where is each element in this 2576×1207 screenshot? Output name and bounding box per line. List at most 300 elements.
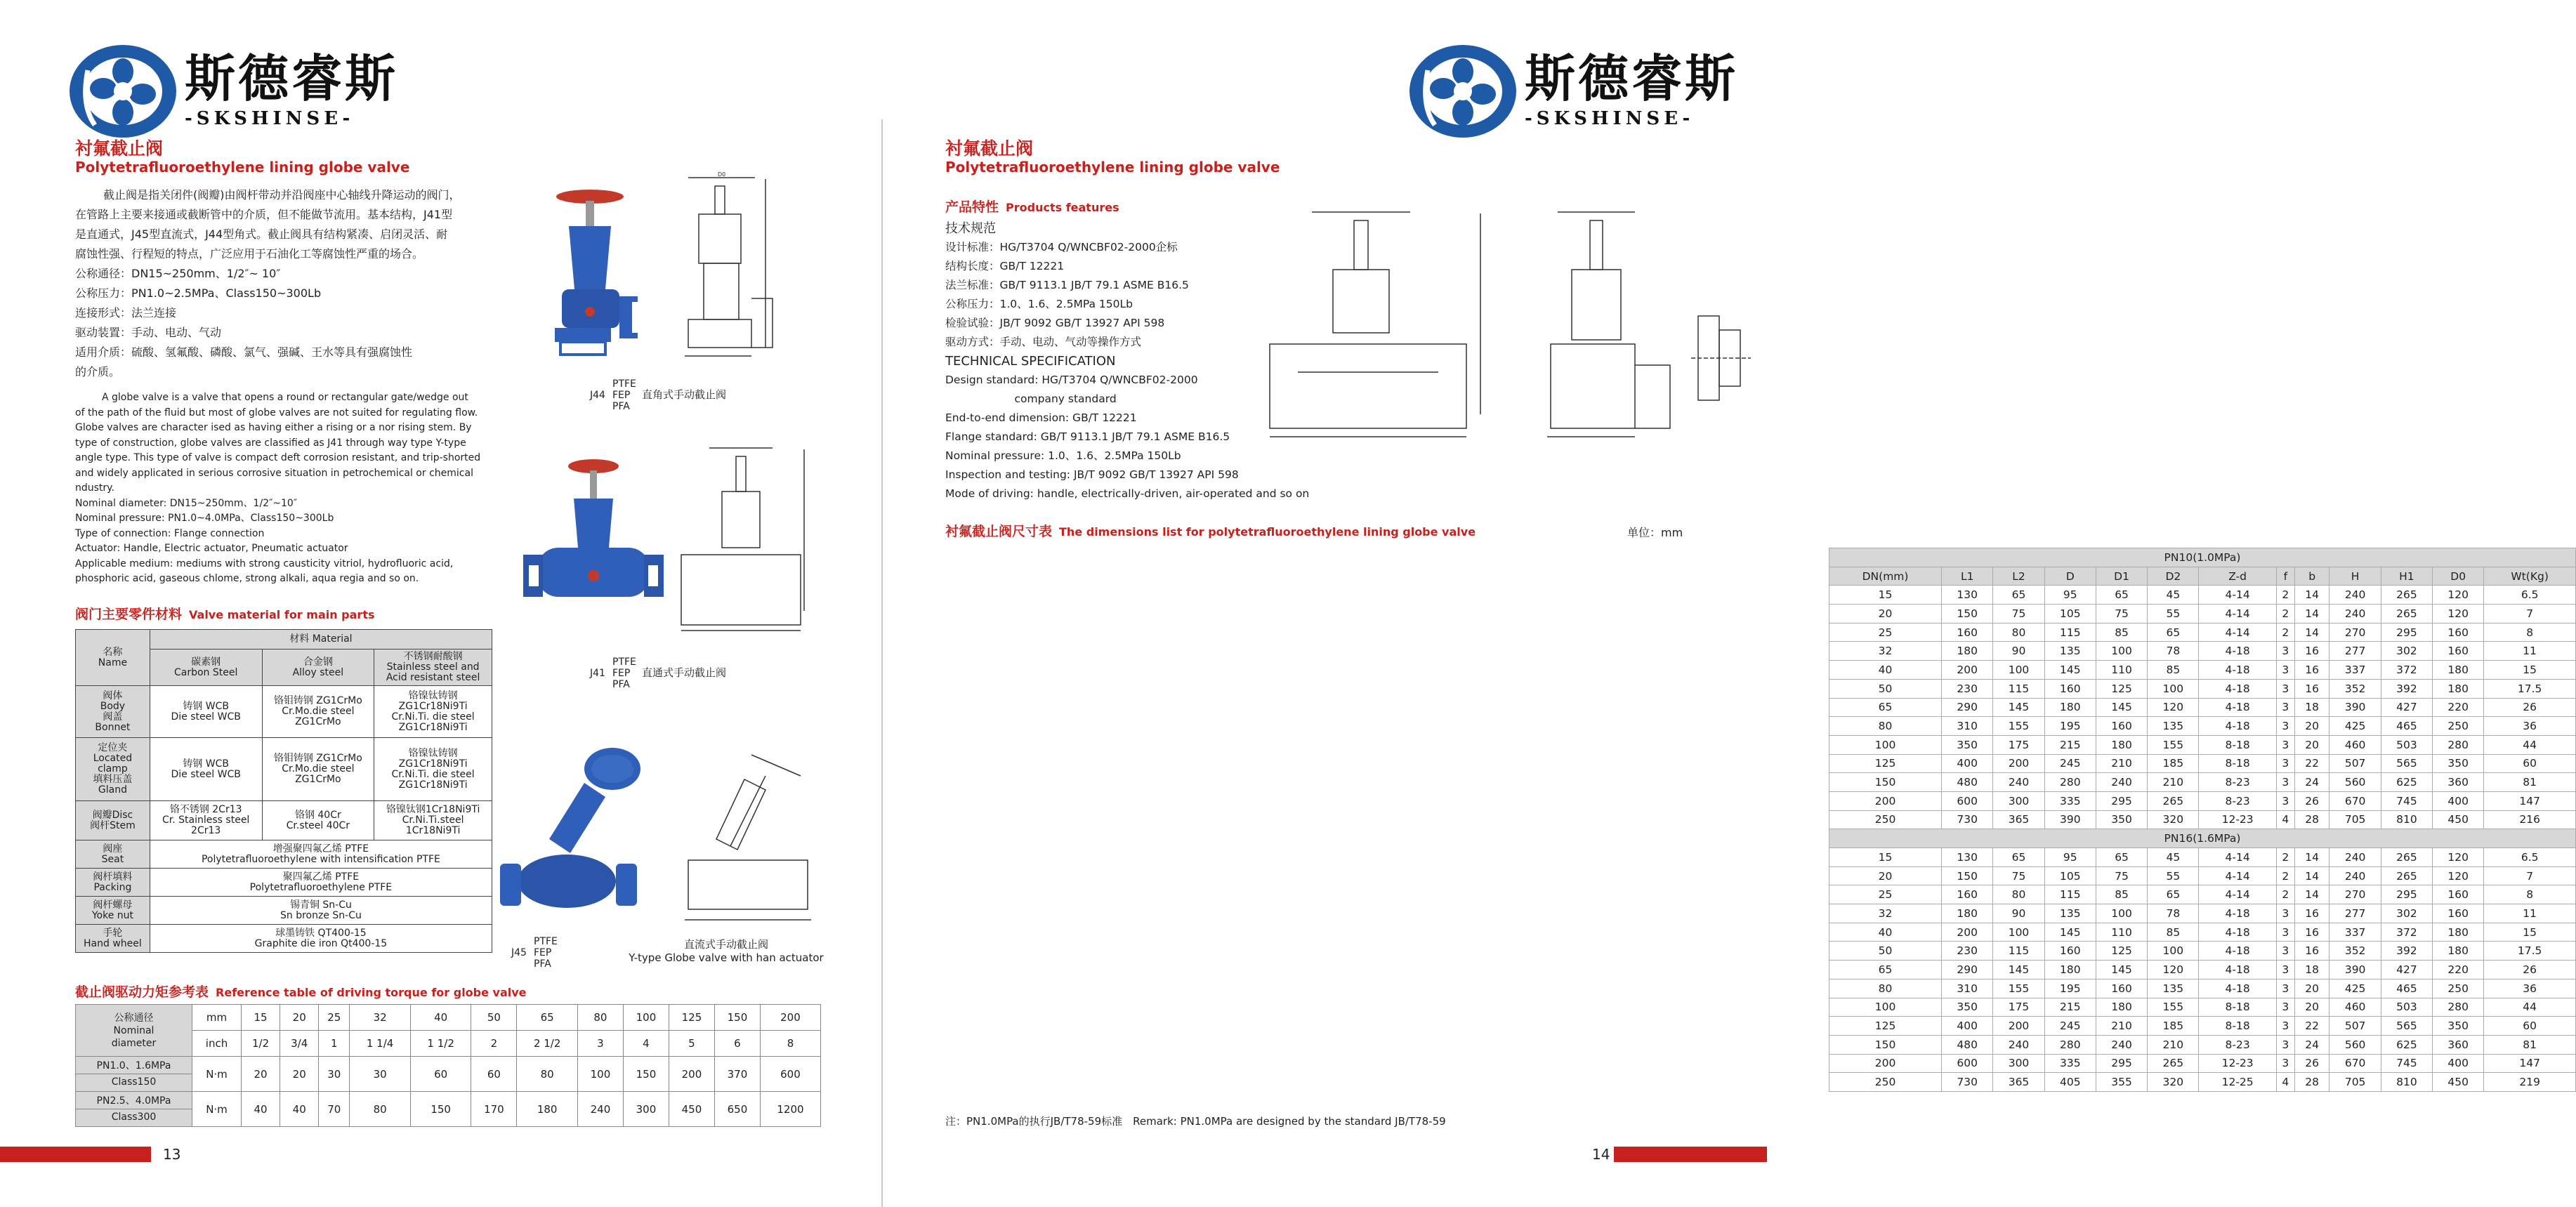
table-cell: 352 xyxy=(2329,679,2381,698)
row-label xyxy=(76,1057,192,1092)
nm-label: N·m xyxy=(192,1057,242,1092)
table-cell: 1200 xyxy=(760,1092,820,1127)
page-number: 13 xyxy=(163,1146,181,1163)
j41-valve-photo xyxy=(523,456,664,625)
table-cell: 15 xyxy=(1829,586,1942,605)
table-cell xyxy=(374,738,492,801)
table-cell: 350 xyxy=(2433,1017,2484,1036)
table-cell: 450 xyxy=(2433,1073,2484,1092)
cell-line: 阀杆填料 xyxy=(93,871,133,883)
table-row xyxy=(1829,923,2576,942)
table-cell: 240 xyxy=(2329,586,2381,605)
table-cell: 14 xyxy=(2294,623,2329,642)
j41-model: J41 xyxy=(590,668,605,679)
intro-cn-line: 的介质。 xyxy=(75,365,121,378)
table-row xyxy=(1829,979,2576,998)
table-cell: 745 xyxy=(2381,1054,2432,1073)
row-label xyxy=(76,686,150,738)
table-cell: 3 xyxy=(2276,942,2294,961)
j41-mat-2: FEP xyxy=(612,668,631,679)
header-row xyxy=(1829,567,2576,586)
column-header: L1 xyxy=(1942,567,1993,586)
table-cell: 160 xyxy=(2044,942,2096,961)
table-cell: 160 xyxy=(2433,623,2484,642)
table-row xyxy=(76,1092,821,1127)
table-cell: 390 xyxy=(2329,961,2381,980)
column-header: f xyxy=(2276,567,2294,586)
table-cell: 365 xyxy=(1993,810,2044,829)
table-cell: 17.5 xyxy=(2484,942,2576,961)
table-cell: 365 xyxy=(1993,1073,2044,1092)
table-cell: 125 xyxy=(2096,679,2147,698)
table-cell: 55 xyxy=(2148,605,2199,624)
table-cell: 78 xyxy=(2148,904,2199,923)
cell-line: Gland xyxy=(98,784,127,796)
cell-line: 阀瓣Disc xyxy=(92,809,133,821)
table-cell: 280 xyxy=(2044,1035,2096,1054)
table-cell: 147 xyxy=(2484,791,2576,810)
table-cell: 4-18 xyxy=(2199,717,2276,736)
table-cell: 4-18 xyxy=(2199,642,2276,661)
table-cell: 3 xyxy=(2276,642,2294,661)
table-cell: 44 xyxy=(2484,735,2576,754)
table-cell: 4-18 xyxy=(2199,979,2276,998)
table-cell: 16 xyxy=(2294,642,2329,661)
cell-line: 铬镍钛钢1Cr18Ni9Ti xyxy=(386,804,480,815)
cell-line: ZG1Cr18Ni9Ti xyxy=(398,758,468,770)
table-cell: 240 xyxy=(1993,773,2044,792)
table-row xyxy=(1829,679,2576,698)
nominal-diameter-label xyxy=(76,1005,192,1057)
table-cell: 155 xyxy=(1993,717,2044,736)
table-cell: 81 xyxy=(2484,773,2576,792)
column-header: Wt(Kg) xyxy=(2484,567,2576,586)
intro-en-line: angle type. This type of valve is compact deft corrosion resistant, and trip-shorted xyxy=(75,452,481,463)
table-cell: 4-14 xyxy=(2199,586,2276,605)
spec-line: Design standard: HG/T3704 Q/WNCBF02-2000 xyxy=(945,374,1198,386)
table-cell: 6.5 xyxy=(2484,848,2576,867)
cell-line: Name xyxy=(98,657,128,668)
table-cell: 100 xyxy=(2096,642,2147,661)
table-cell: 20 xyxy=(2294,735,2329,754)
table-cell: 2 xyxy=(2276,848,2294,867)
table-cell: 300 xyxy=(623,1092,669,1127)
table-cell: 250 xyxy=(1829,810,1942,829)
mm-label: mm xyxy=(192,1005,242,1031)
table-cell xyxy=(150,897,492,925)
table-cell: 465 xyxy=(2381,979,2432,998)
table-cell: 337 xyxy=(2329,923,2381,942)
cell-line: Bonnet xyxy=(95,721,131,733)
table-cell: 392 xyxy=(2381,679,2432,698)
cell-line: 铬镍钛铸钢 xyxy=(408,690,458,701)
table-cell: 16 xyxy=(2294,904,2329,923)
table-cell: 4-14 xyxy=(2199,866,2276,885)
cell-line: Cr.Ni.Ti. die steel xyxy=(391,711,475,723)
table-cell: 810 xyxy=(2381,1073,2432,1092)
table-cell: 3 xyxy=(2276,791,2294,810)
table-cell: 16 xyxy=(2294,923,2329,942)
table-cell: 100 xyxy=(1829,735,1942,754)
table-cell: 210 xyxy=(2096,754,2147,773)
table-cell: 300 xyxy=(1993,1054,2044,1073)
table-cell: 4 xyxy=(2276,1073,2294,1092)
table-cell: 25 xyxy=(319,1005,350,1031)
table-row xyxy=(1829,885,2576,904)
row-label xyxy=(76,925,150,953)
table-row xyxy=(76,801,492,840)
table-cell: 90 xyxy=(1993,642,2044,661)
table-cell: 3 xyxy=(2276,698,2294,717)
footer-bar xyxy=(1614,1147,1767,1162)
spec-line: 公称压力：1.0、1.6、2.5MPa 150Lb xyxy=(945,298,1133,310)
table-cell: 24 xyxy=(2294,773,2329,792)
table-cell: 100 xyxy=(2148,942,2199,961)
table-cell: 335 xyxy=(2044,1054,2096,1073)
table-cell: 245 xyxy=(2044,1017,2096,1036)
table-cell: 350 xyxy=(1942,735,1993,754)
table-cell: 352 xyxy=(2329,942,2381,961)
table-cell: 372 xyxy=(2381,923,2432,942)
table-cell: 185 xyxy=(2148,754,2199,773)
table-cell: 26 xyxy=(2294,791,2329,810)
table-cell: 20 xyxy=(280,1005,319,1031)
table-row xyxy=(1829,735,2576,754)
table-cell: 280 xyxy=(2433,998,2484,1017)
j45-model: J45 xyxy=(511,947,527,958)
table-cell: 60 xyxy=(2484,1017,2576,1036)
table-row xyxy=(1829,642,2576,661)
table-cell: 4-18 xyxy=(2199,961,2276,980)
table-cell: 215 xyxy=(2044,735,2096,754)
materials-heading xyxy=(75,604,375,623)
table-row xyxy=(1829,605,2576,624)
table-cell: 8-23 xyxy=(2199,791,2276,810)
table-cell: 320 xyxy=(2148,810,2199,829)
angle-valve-drawing xyxy=(1530,204,1684,442)
table-cell: 100 xyxy=(2096,904,2147,923)
table-cell: 70 xyxy=(319,1092,350,1127)
intro-cn-line: 公称通径：DN15~250mm、1/2″~ 10″ xyxy=(75,267,281,280)
torque-title-en: Reference table of driving torque for globe valve xyxy=(216,986,527,999)
table-cell: 200 xyxy=(669,1057,714,1092)
table-cell: 150 xyxy=(623,1057,669,1092)
intro-en-line: Type of connection: Flange connection xyxy=(75,527,265,539)
dims-title-en: The dimensions list for polytetrafluoroethylene lining globe valve xyxy=(1059,525,1476,539)
table-cell: 3 xyxy=(2276,717,2294,736)
table-row xyxy=(1829,661,2576,680)
cell-line: ZG1CrMo xyxy=(295,774,341,785)
cell-line: Packing xyxy=(93,881,132,893)
spec-line: 驱动方式：手动、电动、气动等操作方式 xyxy=(945,336,1142,348)
table-cell: 65 xyxy=(1829,961,1942,980)
table-cell: 210 xyxy=(2148,1035,2199,1054)
cell-line: Located xyxy=(93,753,133,764)
table-cell: 1 1/2 xyxy=(410,1031,471,1057)
table-cell: 400 xyxy=(1942,754,1993,773)
tech-spec-cn-title: 技术规范 xyxy=(945,221,996,236)
table-cell: 32 xyxy=(350,1005,411,1031)
table-cell: 65 xyxy=(1829,698,1942,717)
spec-line: Flange standard: GB/T 9113.1 JB/T 79.1 ASME B16.5 xyxy=(945,430,1230,443)
table-cell: 65 xyxy=(2096,586,2147,605)
table-cell: 175 xyxy=(1993,735,2044,754)
table-cell: 8-18 xyxy=(2199,735,2276,754)
intro-cn-line: 在管路上主要来接通或截断管中的介质，但不能做节流用。基本结构，J41型 xyxy=(75,208,453,221)
cell-line: ZG1CrMo xyxy=(295,716,341,727)
page-title-cn: 衬氟截止阀 xyxy=(945,138,1034,159)
table-cell: 360 xyxy=(2433,773,2484,792)
cell-line: diameter xyxy=(111,1037,157,1049)
cell-line: clamp xyxy=(98,763,128,774)
table-row xyxy=(76,840,492,869)
table-cell: 8 xyxy=(760,1031,820,1057)
table-cell: 4-18 xyxy=(2199,679,2276,698)
torque-table xyxy=(75,1004,821,1127)
brand-logo xyxy=(1407,42,1738,140)
table-cell: 145 xyxy=(2096,961,2147,980)
table-cell: 2 xyxy=(2276,605,2294,624)
j44-mat-2: FEP xyxy=(612,390,631,401)
table-cell: 1 xyxy=(319,1031,350,1057)
table-cell: 2 xyxy=(2276,586,2294,605)
table-cell: 460 xyxy=(2329,998,2381,1017)
dims-note: 注：PN1.0MPa的执行JB/T78-59标准 Remark: PN1.0MPa are designed by the standard JB/T78-59 xyxy=(945,1115,1446,1128)
row-label xyxy=(76,840,150,869)
intro-cn-line: 驱动装置：手动、电动、气动 xyxy=(75,326,222,339)
cell-line: 铬钼铸钢 ZG1CrMo xyxy=(273,695,362,706)
flange-drawing xyxy=(1684,309,1761,407)
table-cell: 65 xyxy=(2148,885,2199,904)
column-header: L2 xyxy=(1993,567,2044,586)
table-cell: 60 xyxy=(410,1057,471,1092)
table-row xyxy=(76,738,492,801)
dimensions-table xyxy=(1829,548,2576,1092)
table-cell: 147 xyxy=(2484,1054,2576,1073)
table-cell: 200 xyxy=(1993,1017,2044,1036)
table-cell: 390 xyxy=(2044,810,2096,829)
table-cell: 4-18 xyxy=(2199,923,2276,942)
table-cell: 200 xyxy=(1829,1054,1942,1073)
table-cell: 22 xyxy=(2294,754,2329,773)
table-cell: 503 xyxy=(2381,735,2432,754)
table-cell: 65 xyxy=(1993,848,2044,867)
table-cell: 80 xyxy=(517,1057,578,1092)
cell-line: 阀盖 xyxy=(103,711,123,723)
table-cell: 4-14 xyxy=(2199,623,2276,642)
table-cell: 405 xyxy=(2044,1073,2096,1092)
cell-line: Cr.steel 40Cr xyxy=(286,819,350,831)
skshinse-logo-icon xyxy=(67,42,179,140)
table-cell: 40 xyxy=(280,1092,319,1127)
table-cell: 110 xyxy=(2096,661,2147,680)
table-cell: 145 xyxy=(2096,698,2147,717)
row-label xyxy=(76,801,150,840)
torque-heading xyxy=(75,982,527,1001)
table-cell: 302 xyxy=(2381,642,2432,661)
table-row xyxy=(1829,1017,2576,1036)
table-row xyxy=(1829,773,2576,792)
table-cell: 75 xyxy=(2096,605,2147,624)
table-cell: 215 xyxy=(2044,998,2096,1017)
table-cell: 195 xyxy=(2044,717,2096,736)
table-cell: 200 xyxy=(760,1005,820,1031)
cell-line: PN2.5、4.0MPa xyxy=(76,1093,192,1109)
cell-line: 阀座 xyxy=(103,843,123,855)
table-cell: 12-25 xyxy=(2199,1073,2276,1092)
cell-line: 填料压盖 xyxy=(93,774,133,785)
table-cell: 6.5 xyxy=(2484,586,2576,605)
table-cell: 44 xyxy=(2484,998,2576,1017)
table-row xyxy=(76,897,492,925)
table-cell: 180 xyxy=(2044,698,2096,717)
table-cell: 450 xyxy=(669,1092,714,1127)
table-cell: 705 xyxy=(2329,810,2381,829)
table-cell: 120 xyxy=(2148,961,2199,980)
row-label xyxy=(76,738,150,801)
cell-line: Cr. Stainless steel xyxy=(162,814,250,826)
table-cell: 8-23 xyxy=(2199,1035,2276,1054)
intro-en xyxy=(75,390,511,587)
table-cell: 150 xyxy=(410,1092,471,1127)
table-cell: 4-14 xyxy=(2199,885,2276,904)
table-cell: 30 xyxy=(350,1057,411,1092)
table-cell: 250 xyxy=(2433,979,2484,998)
spine-divider xyxy=(881,119,883,1207)
table-row xyxy=(1829,866,2576,885)
table-row xyxy=(1829,754,2576,773)
spec-line: 结构长度：GB/T 12221 xyxy=(945,260,1065,272)
table-cell: 507 xyxy=(2329,1017,2381,1036)
table-cell: 130 xyxy=(1942,848,1993,867)
table-cell: 270 xyxy=(2329,885,2381,904)
nm-label: N·m xyxy=(192,1092,242,1127)
table-cell: 277 xyxy=(2329,904,2381,923)
table-cell: 3 xyxy=(2276,998,2294,1017)
table-cell: 810 xyxy=(2381,810,2432,829)
table-cell: 16 xyxy=(2294,661,2329,680)
table-cell: 210 xyxy=(2148,773,2199,792)
intro-cn-line: 连接形式：法兰连接 xyxy=(75,306,177,319)
table-cell: 80 xyxy=(1829,717,1942,736)
materials-table xyxy=(75,629,492,953)
table-cell: 625 xyxy=(2381,1035,2432,1054)
brand-name-cn: 斯德睿斯 xyxy=(1525,48,1739,108)
table-cell: 180 xyxy=(2096,735,2147,754)
j41-drawing xyxy=(674,442,815,639)
table-cell: 180 xyxy=(2096,998,2147,1017)
column-header: b xyxy=(2294,567,2329,586)
cell-line: 不锈钢耐酸钢 xyxy=(403,651,463,662)
table-cell: 600 xyxy=(1942,1054,1993,1073)
table-cell: 200 xyxy=(1829,791,1942,810)
cell-line: 公称通径 xyxy=(114,1012,154,1024)
table-cell: 160 xyxy=(2096,717,2147,736)
table-cell: 160 xyxy=(2433,885,2484,904)
table-cell: 145 xyxy=(2044,923,2096,942)
table-cell: 8-23 xyxy=(2199,773,2276,792)
table-row xyxy=(1829,1035,2576,1054)
table-cell: 155 xyxy=(2148,998,2199,1017)
table-cell xyxy=(374,686,492,738)
intro-cn-line: 是直通式，J45型直流式，J44型角式。截止阀具有结构紧凑、启闭灵活、耐 xyxy=(75,227,448,241)
table-cell: 120 xyxy=(2433,866,2484,885)
j45-valve-photo xyxy=(500,741,655,923)
table-cell: 4-14 xyxy=(2199,848,2276,867)
brand-name-en: -SKSHINSE- xyxy=(185,108,355,129)
table-cell: 20 xyxy=(1829,866,1942,885)
table-cell: 2 xyxy=(2276,885,2294,904)
cell-line: Class150 xyxy=(111,1076,157,1088)
table-cell: 3 xyxy=(577,1031,623,1057)
table-cell: 120 xyxy=(2148,698,2199,717)
materials-title-cn: 阀门主要零件材料 xyxy=(75,607,183,622)
page-number: 14 xyxy=(1592,1146,1610,1163)
table-cell: 560 xyxy=(2329,773,2381,792)
cell-line: 名称 xyxy=(103,646,123,658)
intro-en-line: Applicable medium: mediums with strong causticity vitriol, hydrofluoric acid, xyxy=(75,558,454,569)
j45-desc: 直流式手动截止阀 xyxy=(683,938,768,951)
table-cell: 32 xyxy=(1829,904,1942,923)
page-title-en: Polytetrafluoroethylene lining globe valve xyxy=(75,159,410,176)
footer-bar xyxy=(0,1147,151,1162)
tech-spec-cn xyxy=(945,219,1309,503)
table-cell: 40 xyxy=(242,1092,280,1127)
table-cell: 160 xyxy=(2433,904,2484,923)
table-cell: 240 xyxy=(2096,773,2147,792)
table-cell: 150 xyxy=(1829,773,1942,792)
intro-en-line: Globe valves are character ised as having either a rising or a nor rising stem. By xyxy=(75,422,472,433)
table-cell: 40 xyxy=(1829,661,1942,680)
pressure-group-label: PN16(1.6MPa) xyxy=(1829,829,2576,848)
cell-line: 2Cr13 xyxy=(191,825,221,836)
table-cell: 180 xyxy=(1942,642,1993,661)
table-cell: 3 xyxy=(2276,961,2294,980)
page-title-cn: 衬氟截止阀 xyxy=(75,138,164,159)
table-cell: 565 xyxy=(2381,1017,2432,1036)
cell-line: Cr.Ni.Ti.steel xyxy=(402,814,464,826)
table-cell: 3 xyxy=(2276,1054,2294,1073)
row-label xyxy=(76,1092,192,1127)
table-row xyxy=(76,1057,821,1092)
spec-line: Mode of driving: handle, electrically-driven, air-operated and so on xyxy=(945,487,1310,500)
table-cell: 85 xyxy=(2148,661,2199,680)
pressure-group-row xyxy=(1829,829,2576,848)
torque-title-cn: 截止阀驱动力矩参考表 xyxy=(75,984,209,1000)
col-carbon-steel xyxy=(150,649,262,686)
table-cell xyxy=(262,738,374,801)
spec-line: company standard xyxy=(945,393,1117,405)
cell-line: 手轮 xyxy=(103,927,123,939)
cell-line: 铬不锈钢 2Cr13 xyxy=(169,804,242,815)
table-row xyxy=(76,686,492,738)
column-header: D xyxy=(2044,567,2096,586)
table-cell: 302 xyxy=(2381,904,2432,923)
inch-label: inch xyxy=(192,1031,242,1057)
cell-line: 铬镍钛铸钢 xyxy=(408,747,458,759)
col-stainless-steel xyxy=(374,649,492,686)
table-cell: 337 xyxy=(2329,661,2381,680)
intro-cn-line: 公称压力：PN1.0~2.5MPa、Class150~300Lb xyxy=(75,286,322,300)
table-cell: 730 xyxy=(1942,1073,1993,1092)
table-cell: 20 xyxy=(2294,979,2329,998)
intro-en-line: A globe valve is a valve that opens a round or rectangular gate/wedge out xyxy=(102,392,468,403)
table-cell: 185 xyxy=(2148,1017,2199,1036)
cell-line: Hand wheel xyxy=(84,937,142,949)
spec-line: 设计标准：HG/T3704 Q/WNCBF02-2000企标 xyxy=(945,241,1178,253)
table-cell: 25 xyxy=(1829,885,1942,904)
j44-drawing xyxy=(660,172,787,365)
